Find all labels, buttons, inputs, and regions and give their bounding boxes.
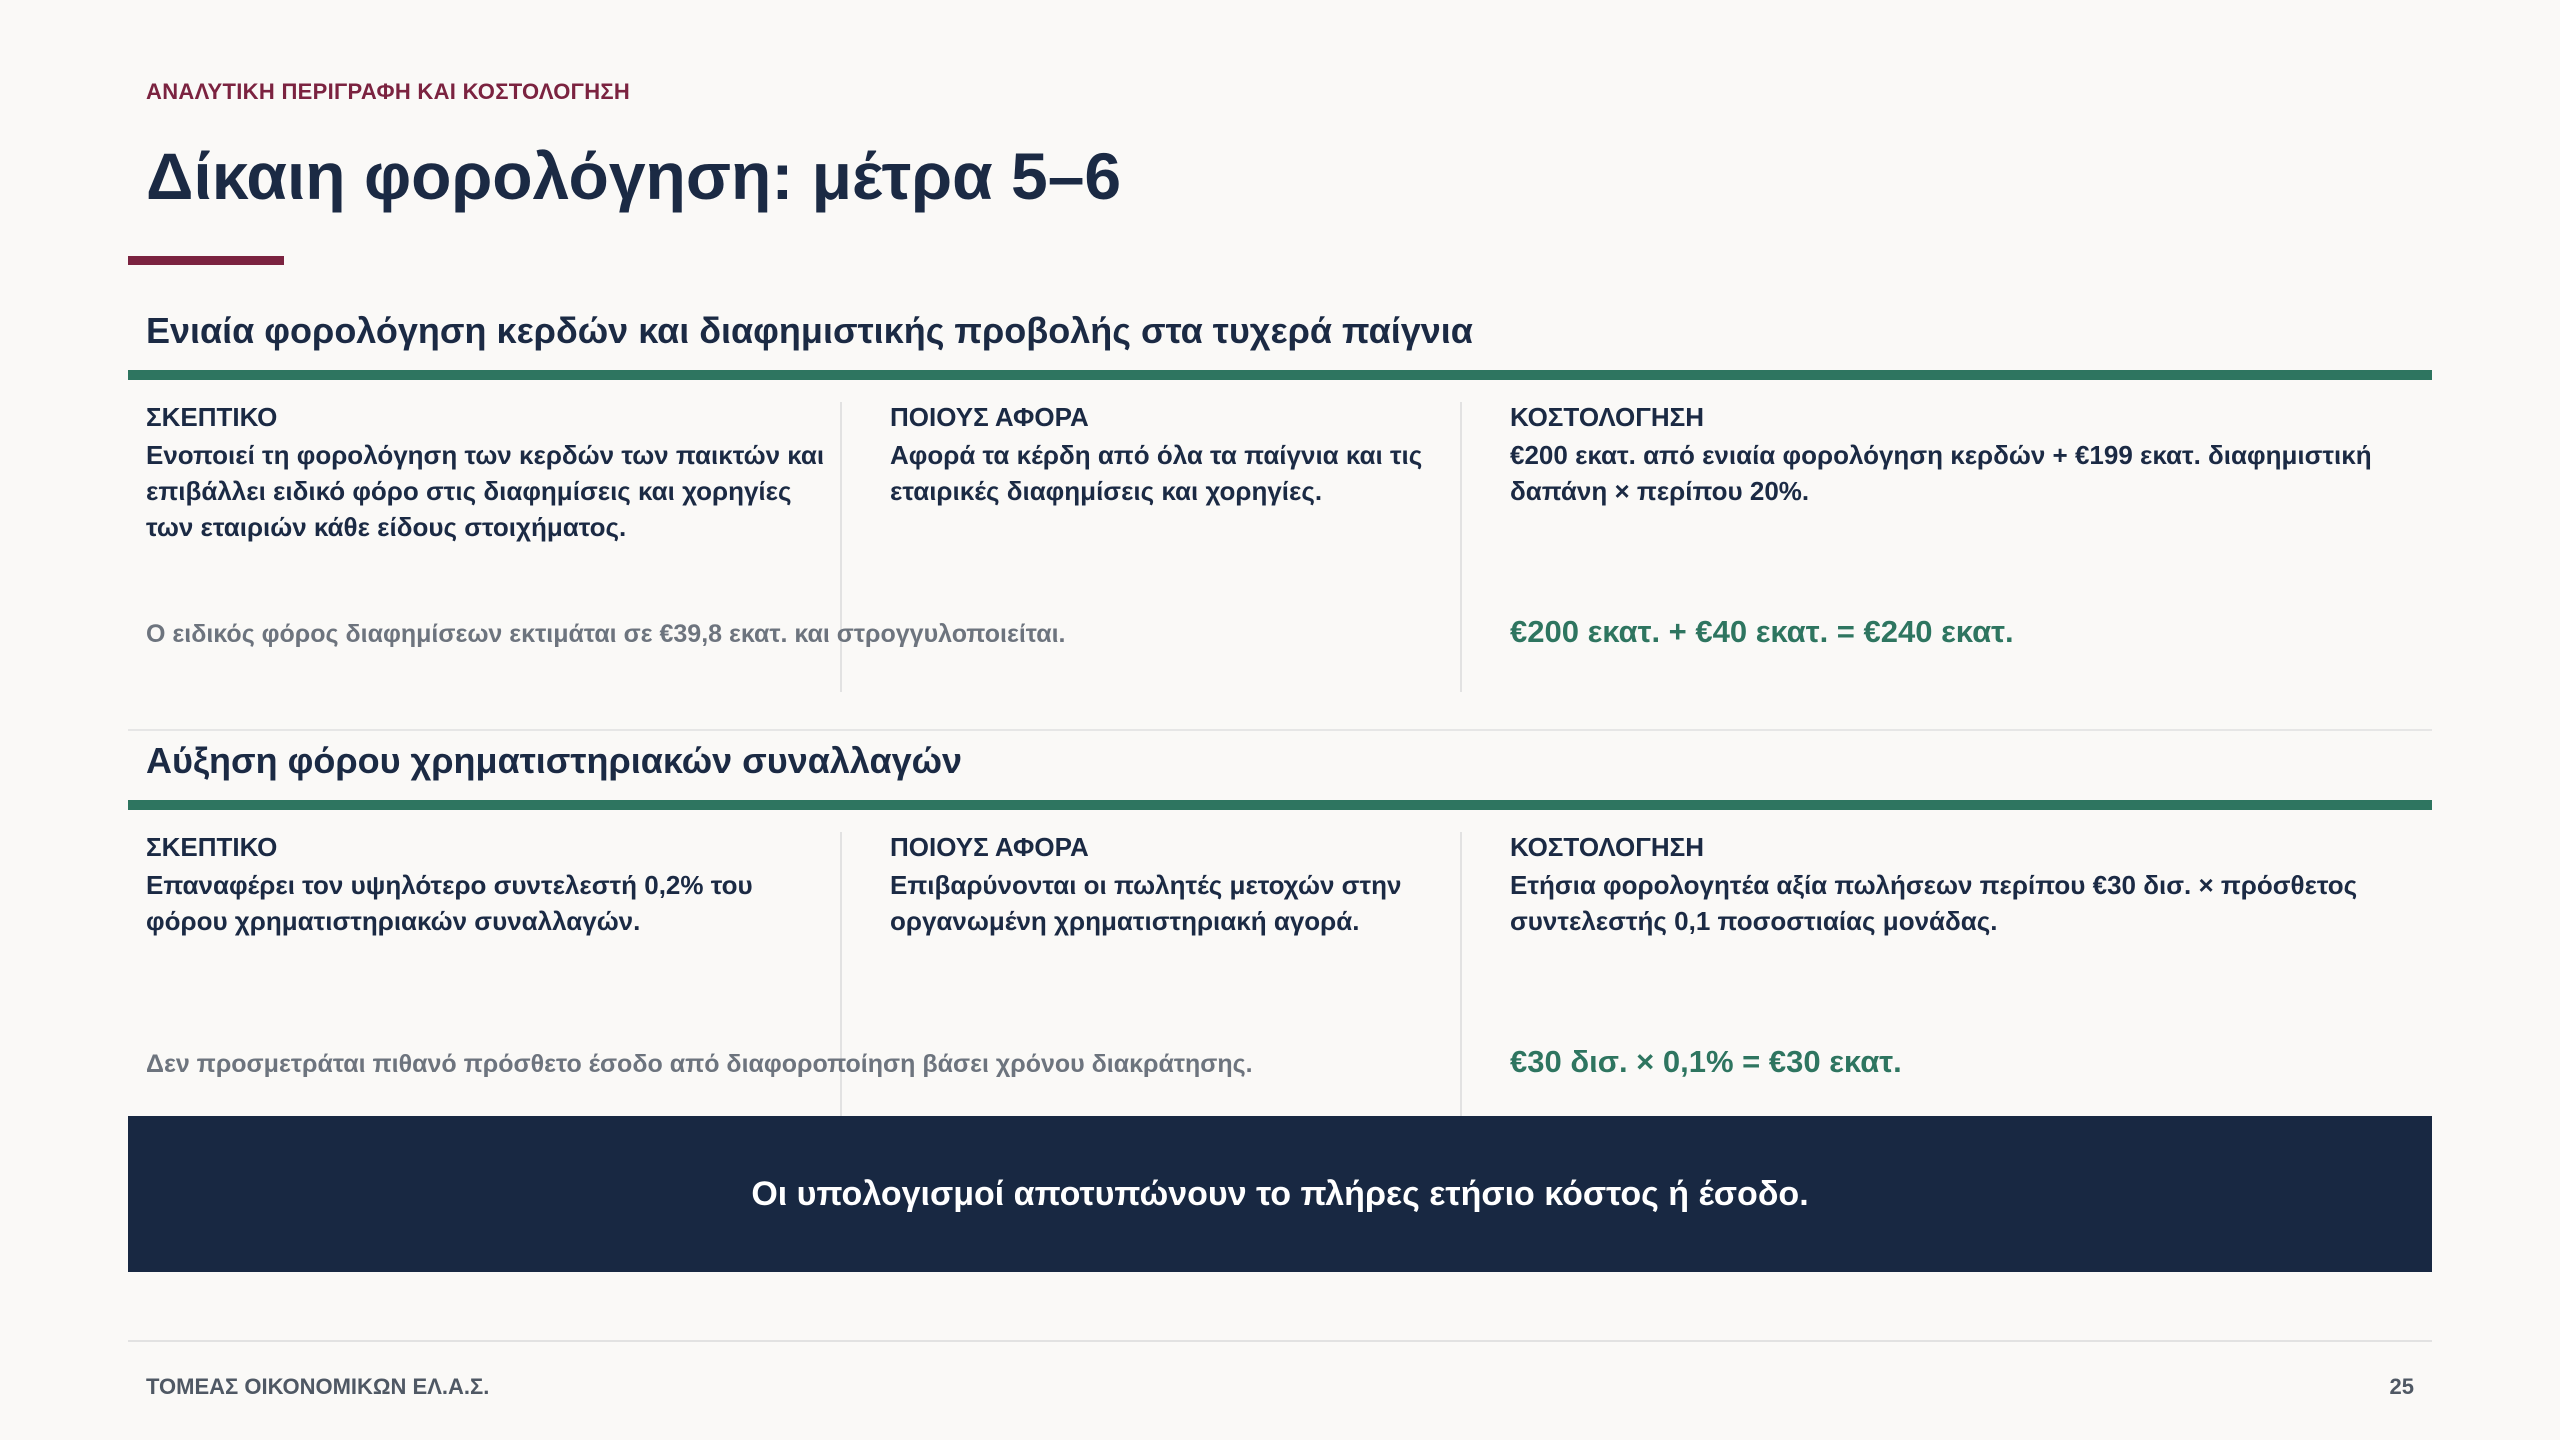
- title-accent-rule: [128, 256, 284, 265]
- who-text: Επιβαρύνονται οι πωλητές μετοχών στην οργανωμένη χρηματιστηριακή αγορά.: [890, 870, 1402, 936]
- measure-note: Δεν προσμετράται πιθανό πρόσθετο έσοδο από διαφοροποίηση βάσει χρόνου διακράτησης.: [146, 1050, 1253, 1078]
- section-separator: [128, 729, 2432, 731]
- section-kicker: ΑΝΑΛΥΤΙΚΗ ΠΕΡΙΓΡΑΦΗ ΚΑΙ ΚΟΣΤΟΛΟΓΗΣΗ: [146, 79, 631, 104]
- summary-banner: [128, 1116, 2432, 1272]
- summary-banner-text: Οι υπολογισμοί αποτυπώνουν το πλήρες ετήσιο κόστος ή έσοδο.: [751, 1174, 1809, 1213]
- cost-formula: €200 εκατ. + €40 εκατ. = €240 εκατ.: [1510, 614, 2014, 649]
- cost-text: Ετήσια φορολογητέα αξία πωλήσεων περίπου €30 δισ. × πρόσθετος συντελεστής 0,1 ποσοστιαίας μονάδας.: [1510, 870, 2358, 936]
- measure-section-stock-tax: [128, 740, 2432, 1079]
- section-bar: [128, 800, 2432, 810]
- rationale-label: ΣΚΕΠΤΙΚΟ: [146, 402, 278, 432]
- page-title: Δίκαιη φορολόγηση: μέτρα 5–6: [146, 139, 1122, 213]
- measure-section-gambling: [128, 310, 2432, 649]
- page-number: 25: [2389, 1374, 2414, 1399]
- cost-label: ΚΟΣΤΟΛΟΓΗΣΗ: [1510, 402, 1704, 432]
- rationale-text: Ενοποιεί τη φορολόγηση των κερδών των παικτών και επιβάλλει ειδικό φόρο στις διαφημίσεις και χορηγίες των εταιριών κάθε είδους στοιχήματος.: [146, 440, 825, 542]
- cost-label: ΚΟΣΤΟΛΟΓΗΣΗ: [1510, 832, 1704, 862]
- who-label: ΠΟΙΟΥΣ ΑΦΟΡΑ: [890, 832, 1089, 862]
- measure-title: Ενιαία φορολόγηση κερδών και διαφημιστικής προβολής στα τυχερά παίγνια: [146, 310, 1473, 351]
- rationale-label: ΣΚΕΠΤΙΚΟ: [146, 832, 278, 862]
- section-bar: [128, 370, 2432, 380]
- who-text: Αφορά τα κέρδη από όλα τα παίγνια και τις εταιρικές διαφημίσεις και χορηγίες.: [890, 440, 1423, 506]
- footer-organization: ΤΟΜΕΑΣ ΟΙΚΟΝΟΜΙΚΩΝ ΕΛ.Α.Σ.: [146, 1374, 490, 1399]
- footer-rule: [128, 1340, 2432, 1342]
- column-divider: [1460, 832, 1462, 1122]
- measure-note: Ο ειδικός φόρος διαφημίσεων εκτιμάται σε €39,8 εκατ. και στρογγυλοποιείται.: [146, 620, 1066, 648]
- cost-text: €200 εκατ. από ενιαία φορολόγηση κερδών + €199 εκατ. διαφημιστική δαπάνη × περίπου 20%.: [1510, 440, 2372, 506]
- measure-title: Αύξηση φόρου χρηματιστηριακών συναλλαγών: [146, 740, 963, 781]
- who-label: ΠΟΙΟΥΣ ΑΦΟΡΑ: [890, 402, 1089, 432]
- rationale-text: Επαναφέρει τον υψηλότερο συντελεστή 0,2% του φόρου χρηματιστηριακών συναλλαγών.: [146, 870, 753, 936]
- cost-formula: €30 δισ. × 0,1% = €30 εκατ.: [1510, 1044, 1902, 1079]
- column-divider: [1460, 402, 1462, 692]
